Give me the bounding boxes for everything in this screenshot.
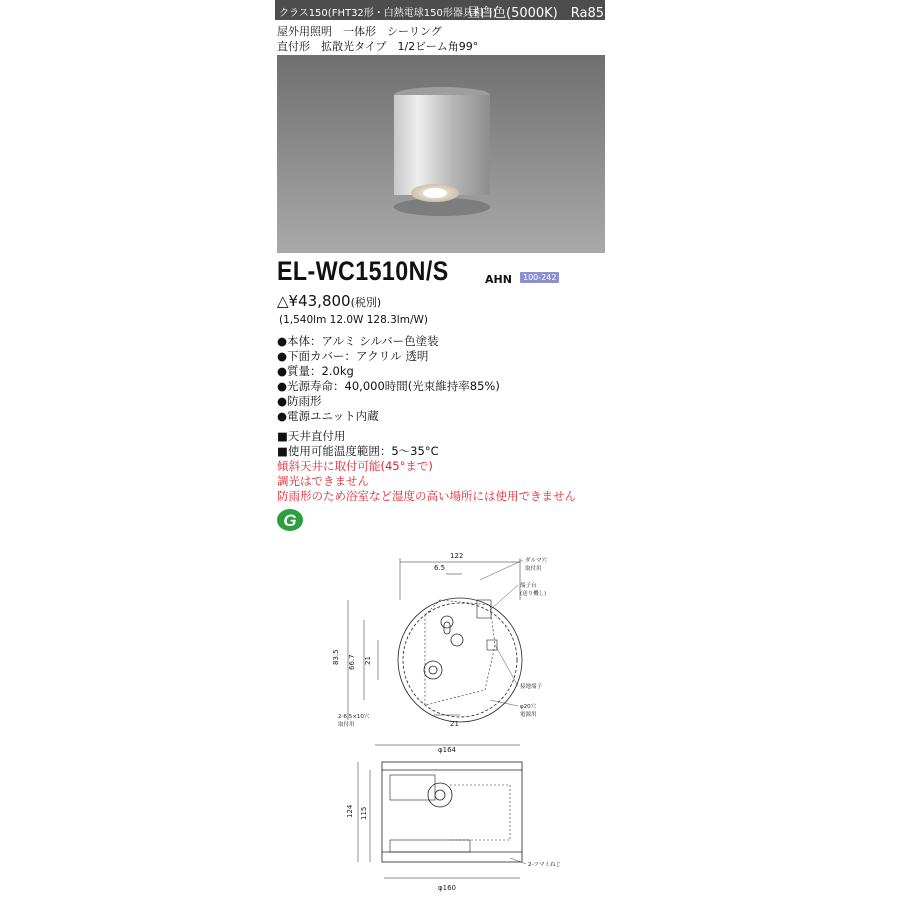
dim-66-7: 66.7 [348,654,356,670]
dim-124: 124 [346,804,354,818]
label-terminal-note: (送り機し) [520,591,547,597]
subtitle-line-1: 屋外用照明 一体形 シーリング [277,25,442,38]
dim-diameter-160: φ160 [438,884,456,892]
label-power-hole: φ20穴 [520,704,537,710]
subtitle-line-2: 直付形 拡散光タイプ 1/2ビーム角99° [277,40,479,53]
feature-item: ●光源寿命：40,000時間(光束維持率85%) [277,379,500,393]
dim-diameter-164: φ164 [438,746,456,754]
note-item: ■天井直付用 [277,429,346,443]
feature-item: ●下面カバー：アクリル 透明 [277,349,429,363]
dim-83-5: 83.5 [332,649,340,665]
label-daruma-hole: ダルマ穴 [525,558,548,564]
warning-item: 傾斜天井に取付可能(45°まで) [277,459,433,473]
class-text: クラス150(FHT32形・白熱電球150形器具相当) [279,8,497,19]
label-daruma-mount: 取付用 [525,566,542,572]
green-purchasing-icon [275,507,305,533]
warning-item: 調光はできません [277,474,369,488]
price-row [277,292,381,310]
green-mark-letter: G [283,511,297,530]
dim-6-5: 6.5 [434,564,446,572]
dim-21-bottom: 21 [450,720,459,728]
label-terminal: 端子台 [520,583,537,589]
dim-122: 122 [450,552,464,560]
dim-115: 115 [360,806,368,820]
price-value: ¥43,800 [288,292,351,310]
label-power-use: 電源用 [520,712,537,718]
spec-header-bar [275,0,605,20]
dimension-drawing [330,540,630,900]
ceiling-light-image [277,55,605,253]
performance-text: (1,540lm 12.0W 128.3lm/W) [279,314,428,326]
price-mark: △ [277,292,289,310]
label-ground-terminal: 接地端子 [520,684,543,690]
price-tax-note: (税別) [350,296,382,309]
model-suffix: AHN [485,273,512,286]
dim-21-left: 21 [364,656,372,665]
note-item: ■使用可能温度範囲：5～35°C [277,444,439,458]
product-photo [277,55,605,253]
feature-item: ●電源ユニット内蔵 [277,409,379,423]
catalog-code-badge: 100-242 [520,272,559,283]
feature-item: ●防雨形 [277,394,322,408]
feature-item: ●本体：アルミ シルバー色塗装 [277,334,439,348]
feature-item: ●質量：2.0kg [277,364,354,378]
label-knob-screws: 2-ツマミねじ [528,862,561,868]
color-temperature-text: 昼白色(5000K) Ra85 [467,6,605,21]
label-mount-use: 取付用 [338,722,355,728]
label-mount-holes: 2-6.5×10穴 [338,714,370,720]
warning-item: 防雨形のため浴室など湿度の高い場所には使用できません [277,489,576,503]
model-number: EL-WC1510N/S [277,256,449,286]
